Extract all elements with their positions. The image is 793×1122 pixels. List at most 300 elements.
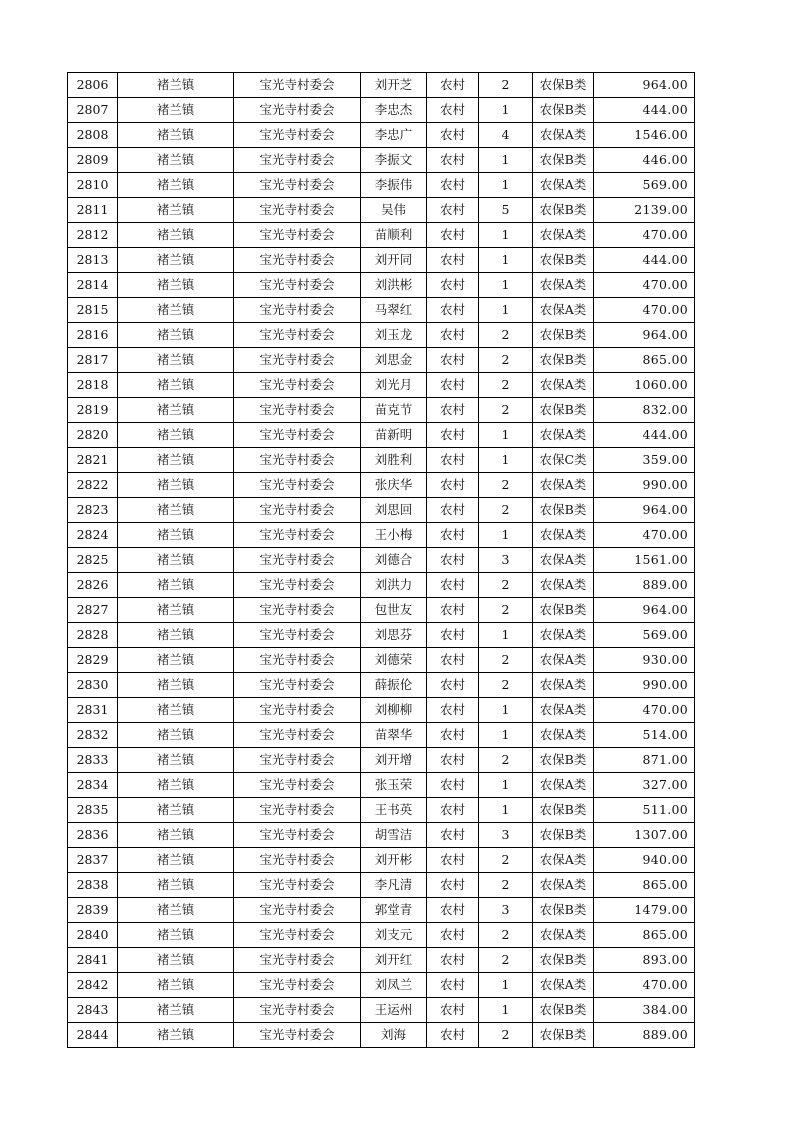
area-type-cell: 农村: [427, 448, 479, 473]
household-size-cell: 2: [479, 848, 533, 873]
town-cell: 褚兰镇: [118, 348, 234, 373]
area-type-cell: 农村: [427, 398, 479, 423]
town-cell: 褚兰镇: [118, 673, 234, 698]
town-cell: 褚兰镇: [118, 773, 234, 798]
town-cell: 褚兰镇: [118, 898, 234, 923]
area-type-cell: 农村: [427, 123, 479, 148]
row-number-cell: 2835: [68, 798, 118, 823]
amount-cell: 470.00: [594, 698, 695, 723]
amount-cell: 964.00: [594, 323, 695, 348]
row-number-cell: 2821: [68, 448, 118, 473]
area-type-cell: 农村: [427, 173, 479, 198]
insurance-category-cell: 农保B类: [533, 248, 594, 273]
town-cell: 褚兰镇: [118, 498, 234, 523]
household-size-cell: 2: [479, 1023, 533, 1048]
name-cell: 王书英: [361, 798, 427, 823]
town-cell: 褚兰镇: [118, 948, 234, 973]
row-number-cell: 2813: [68, 248, 118, 273]
data-table: [67, 72, 695, 1048]
table-row: [68, 623, 695, 648]
table-row: [68, 373, 695, 398]
table-row: [68, 423, 695, 448]
amount-cell: 893.00: [594, 948, 695, 973]
table-row: [68, 773, 695, 798]
town-cell: 褚兰镇: [118, 848, 234, 873]
village-committee-cell: 宝光寺村委会: [234, 498, 361, 523]
insurance-category-cell: 农保B类: [533, 1023, 594, 1048]
row-number-cell: 2844: [68, 1023, 118, 1048]
name-cell: 王运州: [361, 998, 427, 1023]
household-size-cell: 2: [479, 498, 533, 523]
household-size-cell: 5: [479, 198, 533, 223]
area-type-cell: 农村: [427, 198, 479, 223]
name-cell: 王小梅: [361, 523, 427, 548]
table-row: [68, 498, 695, 523]
table-row: [68, 173, 695, 198]
amount-cell: 327.00: [594, 773, 695, 798]
town-cell: 褚兰镇: [118, 298, 234, 323]
household-size-cell: 2: [479, 648, 533, 673]
area-type-cell: 农村: [427, 723, 479, 748]
insurance-category-cell: 农保A类: [533, 848, 594, 873]
name-cell: 刘支元: [361, 923, 427, 948]
row-number-cell: 2817: [68, 348, 118, 373]
area-type-cell: 农村: [427, 873, 479, 898]
insurance-category-cell: 农保A类: [533, 573, 594, 598]
insurance-category-cell: 农保A类: [533, 123, 594, 148]
town-cell: 褚兰镇: [118, 248, 234, 273]
name-cell: 苗翠华: [361, 723, 427, 748]
village-committee-cell: 宝光寺村委会: [234, 848, 361, 873]
town-cell: 褚兰镇: [118, 873, 234, 898]
name-cell: 张庆华: [361, 473, 427, 498]
household-size-cell: 1: [479, 623, 533, 648]
insurance-category-cell: 农保B类: [533, 398, 594, 423]
town-cell: 褚兰镇: [118, 973, 234, 998]
village-committee-cell: 宝光寺村委会: [234, 873, 361, 898]
table-row: [68, 198, 695, 223]
insurance-category-cell: 农保B类: [533, 798, 594, 823]
name-cell: 刘思回: [361, 498, 427, 523]
area-type-cell: 农村: [427, 748, 479, 773]
row-number-cell: 2820: [68, 423, 118, 448]
household-size-cell: 2: [479, 473, 533, 498]
household-size-cell: 1: [479, 98, 533, 123]
row-number-cell: 2830: [68, 673, 118, 698]
insurance-category-cell: 农保A类: [533, 473, 594, 498]
name-cell: 马翠红: [361, 298, 427, 323]
village-committee-cell: 宝光寺村委会: [234, 798, 361, 823]
table-row: [68, 523, 695, 548]
name-cell: 李振文: [361, 148, 427, 173]
household-size-cell: 1: [479, 698, 533, 723]
area-type-cell: 农村: [427, 548, 479, 573]
town-cell: 褚兰镇: [118, 1023, 234, 1048]
row-number-cell: 2815: [68, 298, 118, 323]
row-number-cell: 2829: [68, 648, 118, 673]
name-cell: 刘光月: [361, 373, 427, 398]
row-number-cell: 2807: [68, 98, 118, 123]
row-number-cell: 2825: [68, 548, 118, 573]
insurance-category-cell: 农保B类: [533, 948, 594, 973]
village-committee-cell: 宝光寺村委会: [234, 448, 361, 473]
village-committee-cell: 宝光寺村委会: [234, 598, 361, 623]
amount-cell: 865.00: [594, 873, 695, 898]
household-size-cell: 2: [479, 348, 533, 373]
amount-cell: 1561.00: [594, 548, 695, 573]
insurance-category-cell: 农保B类: [533, 198, 594, 223]
area-type-cell: 农村: [427, 323, 479, 348]
name-cell: 李忠广: [361, 123, 427, 148]
table-row: [68, 923, 695, 948]
table-row: [68, 823, 695, 848]
household-size-cell: 2: [479, 398, 533, 423]
household-size-cell: 3: [479, 548, 533, 573]
name-cell: 刘思金: [361, 348, 427, 373]
table-row: [68, 798, 695, 823]
insurance-category-cell: 农保A类: [533, 648, 594, 673]
town-cell: 褚兰镇: [118, 423, 234, 448]
amount-cell: 930.00: [594, 648, 695, 673]
insurance-category-cell: 农保B类: [533, 348, 594, 373]
name-cell: 刘柳柳: [361, 698, 427, 723]
amount-cell: 940.00: [594, 848, 695, 873]
town-cell: 褚兰镇: [118, 198, 234, 223]
area-type-cell: 农村: [427, 73, 479, 98]
table-row: [68, 323, 695, 348]
insurance-category-cell: 农保A类: [533, 923, 594, 948]
town-cell: 褚兰镇: [118, 273, 234, 298]
row-number-cell: 2839: [68, 898, 118, 923]
amount-cell: 1307.00: [594, 823, 695, 848]
village-committee-cell: 宝光寺村委会: [234, 273, 361, 298]
amount-cell: 1546.00: [594, 123, 695, 148]
amount-cell: 470.00: [594, 273, 695, 298]
household-size-cell: 2: [479, 748, 533, 773]
row-number-cell: 2812: [68, 223, 118, 248]
area-type-cell: 农村: [427, 848, 479, 873]
table-row: [68, 473, 695, 498]
amount-cell: 865.00: [594, 348, 695, 373]
name-cell: 刘洪彬: [361, 273, 427, 298]
household-size-cell: 2: [479, 923, 533, 948]
table-row: [68, 448, 695, 473]
name-cell: 刘开彬: [361, 848, 427, 873]
village-committee-cell: 宝光寺村委会: [234, 548, 361, 573]
village-committee-cell: 宝光寺村委会: [234, 923, 361, 948]
amount-cell: 444.00: [594, 248, 695, 273]
amount-cell: 359.00: [594, 448, 695, 473]
area-type-cell: 农村: [427, 348, 479, 373]
insurance-category-cell: 农保B类: [533, 823, 594, 848]
amount-cell: 990.00: [594, 673, 695, 698]
town-cell: 褚兰镇: [118, 998, 234, 1023]
row-number-cell: 2826: [68, 573, 118, 598]
insurance-category-cell: 农保A类: [533, 523, 594, 548]
insurance-category-cell: 农保A类: [533, 373, 594, 398]
row-number-cell: 2822: [68, 473, 118, 498]
insurance-category-cell: 农保A类: [533, 698, 594, 723]
town-cell: 褚兰镇: [118, 573, 234, 598]
village-committee-cell: 宝光寺村委会: [234, 323, 361, 348]
town-cell: 褚兰镇: [118, 123, 234, 148]
row-number-cell: 2838: [68, 873, 118, 898]
household-size-cell: 1: [479, 798, 533, 823]
row-number-cell: 2809: [68, 148, 118, 173]
amount-cell: 470.00: [594, 223, 695, 248]
name-cell: 刘开芝: [361, 73, 427, 98]
area-type-cell: 农村: [427, 98, 479, 123]
name-cell: 刘开红: [361, 948, 427, 973]
household-size-cell: 1: [479, 173, 533, 198]
household-size-cell: 1: [479, 223, 533, 248]
household-size-cell: 2: [479, 323, 533, 348]
town-cell: 褚兰镇: [118, 723, 234, 748]
insurance-category-cell: 农保B类: [533, 598, 594, 623]
table-row: [68, 73, 695, 98]
table-row: [68, 98, 695, 123]
area-type-cell: 农村: [427, 223, 479, 248]
village-committee-cell: 宝光寺村委会: [234, 1023, 361, 1048]
town-cell: 褚兰镇: [118, 323, 234, 348]
table-row: [68, 973, 695, 998]
table-row: [68, 148, 695, 173]
village-committee-cell: 宝光寺村委会: [234, 998, 361, 1023]
name-cell: 苗克节: [361, 398, 427, 423]
village-committee-cell: 宝光寺村委会: [234, 73, 361, 98]
village-committee-cell: 宝光寺村委会: [234, 723, 361, 748]
household-size-cell: 2: [479, 873, 533, 898]
area-type-cell: 农村: [427, 148, 479, 173]
town-cell: 褚兰镇: [118, 173, 234, 198]
household-size-cell: 1: [479, 998, 533, 1023]
insurance-category-cell: 农保B类: [533, 323, 594, 348]
town-cell: 褚兰镇: [118, 373, 234, 398]
area-type-cell: 农村: [427, 898, 479, 923]
household-size-cell: 4: [479, 123, 533, 148]
village-committee-cell: 宝光寺村委会: [234, 98, 361, 123]
area-type-cell: 农村: [427, 923, 479, 948]
name-cell: 刘玉龙: [361, 323, 427, 348]
village-committee-cell: 宝光寺村委会: [234, 473, 361, 498]
insurance-category-cell: 农保A类: [533, 973, 594, 998]
area-type-cell: 农村: [427, 698, 479, 723]
area-type-cell: 农村: [427, 798, 479, 823]
area-type-cell: 农村: [427, 973, 479, 998]
insurance-category-cell: 农保B类: [533, 898, 594, 923]
table-row: [68, 573, 695, 598]
table-row: [68, 348, 695, 373]
name-cell: 胡雪洁: [361, 823, 427, 848]
name-cell: 刘海: [361, 1023, 427, 1048]
household-size-cell: 1: [479, 298, 533, 323]
table-row: [68, 748, 695, 773]
table-row: [68, 1023, 695, 1048]
village-committee-cell: 宝光寺村委会: [234, 823, 361, 848]
area-type-cell: 农村: [427, 823, 479, 848]
household-size-cell: 2: [479, 73, 533, 98]
town-cell: 褚兰镇: [118, 73, 234, 98]
insurance-category-cell: 农保B类: [533, 73, 594, 98]
village-committee-cell: 宝光寺村委会: [234, 698, 361, 723]
area-type-cell: 农村: [427, 673, 479, 698]
town-cell: 褚兰镇: [118, 923, 234, 948]
household-size-cell: 1: [479, 148, 533, 173]
insurance-category-cell: 农保A类: [533, 423, 594, 448]
table-row: [68, 398, 695, 423]
village-committee-cell: 宝光寺村委会: [234, 223, 361, 248]
village-committee-cell: 宝光寺村委会: [234, 423, 361, 448]
name-cell: 刘胜利: [361, 448, 427, 473]
town-cell: 褚兰镇: [118, 148, 234, 173]
town-cell: 褚兰镇: [118, 748, 234, 773]
area-type-cell: 农村: [427, 598, 479, 623]
village-committee-cell: 宝光寺村委会: [234, 123, 361, 148]
village-committee-cell: 宝光寺村委会: [234, 148, 361, 173]
area-type-cell: 农村: [427, 273, 479, 298]
village-committee-cell: 宝光寺村委会: [234, 898, 361, 923]
village-committee-cell: 宝光寺村委会: [234, 298, 361, 323]
row-number-cell: 2837: [68, 848, 118, 873]
insurance-category-cell: 农保A类: [533, 173, 594, 198]
amount-cell: 1060.00: [594, 373, 695, 398]
village-committee-cell: 宝光寺村委会: [234, 623, 361, 648]
village-committee-cell: 宝光寺村委会: [234, 673, 361, 698]
row-number-cell: 2823: [68, 498, 118, 523]
row-number-cell: 2840: [68, 923, 118, 948]
village-committee-cell: 宝光寺村委会: [234, 523, 361, 548]
town-cell: 褚兰镇: [118, 398, 234, 423]
amount-cell: 514.00: [594, 723, 695, 748]
town-cell: 褚兰镇: [118, 98, 234, 123]
row-number-cell: 2814: [68, 273, 118, 298]
village-committee-cell: 宝光寺村委会: [234, 398, 361, 423]
row-number-cell: 2819: [68, 398, 118, 423]
table-row: [68, 698, 695, 723]
household-size-cell: 1: [479, 973, 533, 998]
insurance-category-cell: 农保A类: [533, 773, 594, 798]
village-committee-cell: 宝光寺村委会: [234, 948, 361, 973]
area-type-cell: 农村: [427, 473, 479, 498]
amount-cell: 384.00: [594, 998, 695, 1023]
table-row: [68, 998, 695, 1023]
insurance-category-cell: 农保B类: [533, 148, 594, 173]
amount-cell: 964.00: [594, 598, 695, 623]
insurance-category-cell: 农保A类: [533, 223, 594, 248]
name-cell: 吴伟: [361, 198, 427, 223]
insurance-category-cell: 农保B类: [533, 498, 594, 523]
town-cell: 褚兰镇: [118, 548, 234, 573]
table-row: [68, 298, 695, 323]
village-committee-cell: 宝光寺村委会: [234, 248, 361, 273]
table-row: [68, 548, 695, 573]
row-number-cell: 2818: [68, 373, 118, 398]
household-size-cell: 2: [479, 948, 533, 973]
table-row: [68, 598, 695, 623]
table-row: [68, 123, 695, 148]
row-number-cell: 2810: [68, 173, 118, 198]
insurance-category-cell: 农保C类: [533, 448, 594, 473]
insurance-category-cell: 农保A类: [533, 873, 594, 898]
town-cell: 褚兰镇: [118, 648, 234, 673]
town-cell: 褚兰镇: [118, 823, 234, 848]
table-row: [68, 898, 695, 923]
amount-cell: 964.00: [594, 498, 695, 523]
row-number-cell: 2834: [68, 773, 118, 798]
table-row: [68, 248, 695, 273]
amount-cell: 444.00: [594, 98, 695, 123]
name-cell: 郭堂青: [361, 898, 427, 923]
name-cell: 张玉荣: [361, 773, 427, 798]
household-size-cell: 2: [479, 573, 533, 598]
amount-cell: 569.00: [594, 173, 695, 198]
row-number-cell: 2843: [68, 998, 118, 1023]
name-cell: 刘凤兰: [361, 973, 427, 998]
row-number-cell: 2833: [68, 748, 118, 773]
row-number-cell: 2806: [68, 73, 118, 98]
area-type-cell: 农村: [427, 623, 479, 648]
insurance-category-cell: 农保A类: [533, 298, 594, 323]
name-cell: 刘洪力: [361, 573, 427, 598]
household-size-cell: 2: [479, 373, 533, 398]
town-cell: 褚兰镇: [118, 798, 234, 823]
name-cell: 李振伟: [361, 173, 427, 198]
table-row: [68, 273, 695, 298]
amount-cell: 832.00: [594, 398, 695, 423]
insurance-category-cell: 农保A类: [533, 723, 594, 748]
insurance-category-cell: 农保B类: [533, 748, 594, 773]
table-row: [68, 873, 695, 898]
row-number-cell: 2836: [68, 823, 118, 848]
village-committee-cell: 宝光寺村委会: [234, 348, 361, 373]
amount-cell: 2139.00: [594, 198, 695, 223]
row-number-cell: 2831: [68, 698, 118, 723]
name-cell: 刘开增: [361, 748, 427, 773]
insurance-category-cell: 农保A类: [533, 623, 594, 648]
row-number-cell: 2811: [68, 198, 118, 223]
area-type-cell: 农村: [427, 773, 479, 798]
row-number-cell: 2828: [68, 623, 118, 648]
village-committee-cell: 宝光寺村委会: [234, 748, 361, 773]
amount-cell: 889.00: [594, 573, 695, 598]
name-cell: 刘德合: [361, 548, 427, 573]
row-number-cell: 2816: [68, 323, 118, 348]
town-cell: 褚兰镇: [118, 698, 234, 723]
table-body: [68, 73, 695, 1048]
insurance-category-cell: 农保A类: [533, 273, 594, 298]
row-number-cell: 2841: [68, 948, 118, 973]
village-committee-cell: 宝光寺村委会: [234, 648, 361, 673]
area-type-cell: 农村: [427, 648, 479, 673]
household-size-cell: 1: [479, 448, 533, 473]
area-type-cell: 农村: [427, 498, 479, 523]
village-committee-cell: 宝光寺村委会: [234, 773, 361, 798]
area-type-cell: 农村: [427, 1023, 479, 1048]
village-committee-cell: 宝光寺村委会: [234, 373, 361, 398]
amount-cell: 1479.00: [594, 898, 695, 923]
table-row: [68, 848, 695, 873]
village-committee-cell: 宝光寺村委会: [234, 198, 361, 223]
area-type-cell: 农村: [427, 948, 479, 973]
name-cell: 刘思芬: [361, 623, 427, 648]
name-cell: 刘开同: [361, 248, 427, 273]
insurance-category-cell: 农保B类: [533, 998, 594, 1023]
amount-cell: 446.00: [594, 148, 695, 173]
household-size-cell: 2: [479, 673, 533, 698]
household-size-cell: 1: [479, 423, 533, 448]
town-cell: 褚兰镇: [118, 473, 234, 498]
row-number-cell: 2808: [68, 123, 118, 148]
